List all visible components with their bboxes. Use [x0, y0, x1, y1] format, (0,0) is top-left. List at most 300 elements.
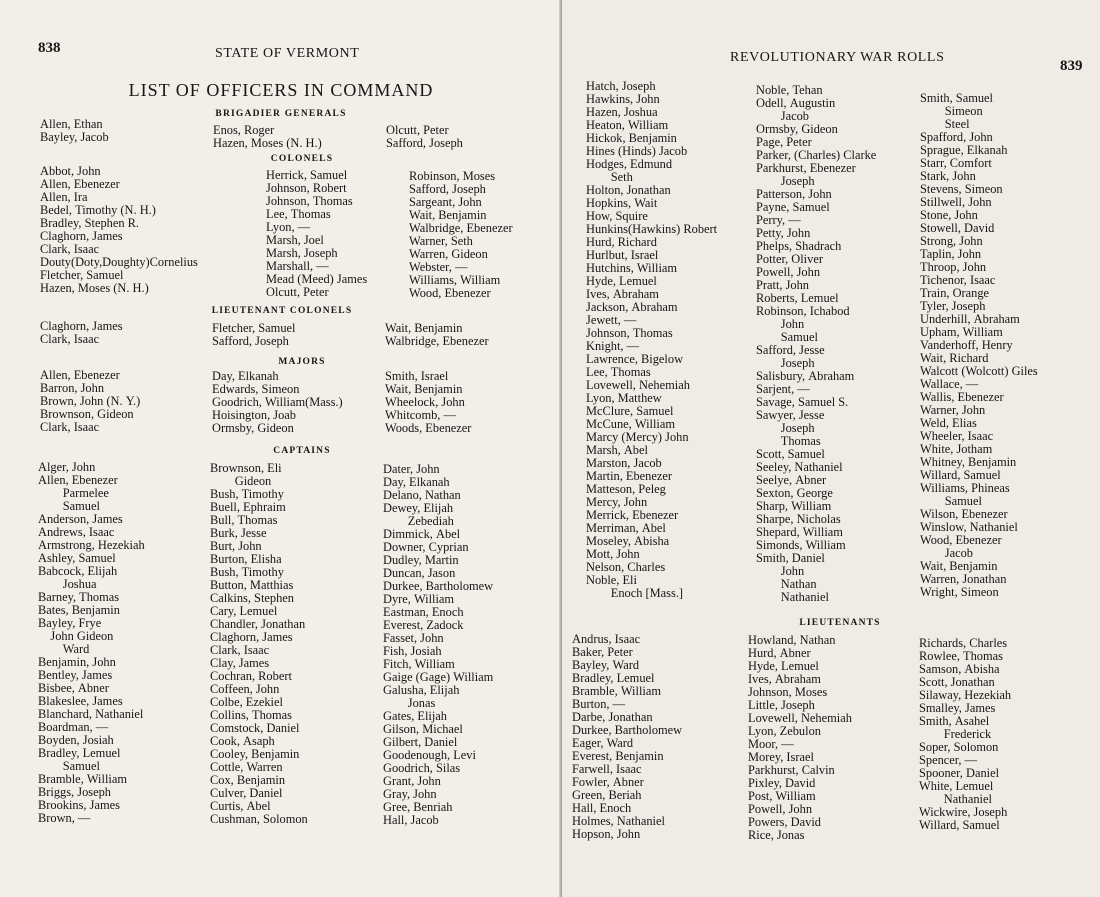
- officer-name: Allen, Ebenezer: [40, 368, 120, 382]
- officer-name: Savage, Samuel S.: [756, 395, 849, 409]
- officer-name: Blanchard, Nathaniel: [38, 707, 144, 721]
- officer-name: Hoisington, Joab: [212, 408, 296, 422]
- officer-name: Grant, John: [383, 774, 441, 788]
- officer-name: Allen, Ira: [40, 190, 88, 204]
- officer-name: Hunkins(Hawkins) Robert: [586, 222, 718, 236]
- officer-name: Morey, Israel: [748, 750, 814, 764]
- officer-name: Armstrong, Hezekiah: [38, 538, 145, 552]
- officer-name: Roberts, Lemuel: [756, 291, 839, 305]
- officer-name: Brownson, Gideon: [40, 407, 134, 421]
- officer-name: Matteson, Peleg: [586, 482, 666, 496]
- officer-name: Williams, William: [409, 273, 501, 287]
- officer-name: Wright, Simeon: [920, 585, 999, 599]
- officer-name: Marsh, Joel: [266, 233, 324, 247]
- officer-name: Cochran, Robert: [210, 669, 292, 683]
- officer-name: Gray, John: [383, 787, 437, 801]
- officer-name: Silaway, Hezekiah: [919, 688, 1012, 702]
- officer-name: John: [756, 564, 805, 578]
- officer-name: Hurlbut, Israel: [586, 248, 659, 262]
- officer-name: John Gideon: [38, 629, 114, 643]
- officer-name: Anderson, James: [38, 512, 123, 526]
- officer-name: Chandler, Jonathan: [210, 617, 306, 631]
- officer-name: Hickok, Benjamin: [586, 131, 677, 145]
- officer-name: Curtis, Abel: [210, 799, 271, 813]
- officer-name: Upham, William: [920, 325, 1003, 339]
- officer-name: Claghorn, James: [40, 319, 123, 333]
- name-column: [385, 370, 471, 435]
- officer-name: Alger, John: [38, 460, 96, 474]
- officer-name: Payne, Samuel: [756, 200, 830, 214]
- officer-name: Bayley, Frye: [38, 616, 102, 630]
- officer-name: Mead (Meed) James: [266, 272, 368, 286]
- name-column: [213, 124, 322, 150]
- officer-name: Babcock, Elijah: [38, 564, 118, 578]
- officer-name: Bush, Timothy: [210, 487, 284, 501]
- officer-name: Olcutt, Peter: [386, 123, 449, 137]
- officer-name: Bentley, James: [38, 668, 113, 682]
- officer-name: Joshua: [38, 577, 97, 591]
- officer-name: Claghorn, James: [210, 630, 293, 644]
- section-heading: LIEUTENANT COLONELS: [211, 306, 353, 316]
- officer-name: Soper, Solomon: [919, 740, 999, 754]
- officer-name: Nelson, Charles: [586, 560, 666, 574]
- officer-name: Dewey, Elijah: [383, 501, 454, 515]
- name-column: [409, 170, 513, 300]
- officer-name: Cary, Lemuel: [210, 604, 278, 618]
- officer-name: Powers, David: [748, 815, 821, 829]
- officer-name: Tyler, Joseph: [920, 299, 986, 313]
- name-column: [38, 461, 145, 825]
- officer-name: Bramble, William: [38, 772, 127, 786]
- officer-name: Burton, —: [572, 697, 626, 711]
- officer-name: Train, Orange: [920, 286, 990, 300]
- officer-name: Brown, John (N. Y.): [40, 394, 141, 408]
- officer-name: Everest, Benjamin: [572, 749, 664, 763]
- officer-name: Seth: [586, 170, 633, 184]
- officer-name: Lee, Thomas: [586, 365, 651, 379]
- officer-name: Willard, Samuel: [919, 818, 1000, 832]
- officer-name: Marcy (Mercy) John: [586, 430, 689, 444]
- name-column: [748, 634, 852, 842]
- officer-name: Boardman, —: [38, 720, 109, 734]
- officer-name: Samuel: [756, 330, 818, 344]
- name-column: [212, 370, 343, 435]
- officer-name: Strong, John: [920, 234, 983, 248]
- officer-name: Gates, Elijah: [383, 709, 447, 723]
- officer-name: Martin, Ebenezer: [586, 469, 673, 483]
- officer-name: Edwards, Simeon: [212, 382, 300, 396]
- officer-name: Goodrich, Silas: [383, 761, 461, 775]
- officer-name: Jewett, —: [586, 313, 637, 327]
- officer-name: Sprague, Elkanah: [920, 143, 1008, 157]
- name-column: [40, 369, 140, 434]
- officer-name: Woods, Ebenezer: [385, 421, 472, 435]
- officer-name: Ives, Abraham: [586, 287, 659, 301]
- officer-name: Colbe, Ezekiel: [210, 695, 283, 709]
- officer-name: Thomas: [756, 434, 821, 448]
- officer-name: Webster, —: [409, 260, 468, 274]
- officer-name: Hall, Enoch: [572, 801, 632, 815]
- officer-name: Hurd, Richard: [586, 235, 657, 249]
- name-column: [266, 169, 367, 299]
- name-column: [756, 84, 876, 604]
- officer-name: Brownson, Eli: [210, 461, 282, 475]
- officer-name: Knight, —: [586, 339, 640, 353]
- officer-name: Dater, John: [383, 462, 440, 476]
- officer-name: Marsh, Joseph: [266, 246, 338, 260]
- officer-name: Joseph: [756, 174, 815, 188]
- officer-name: Jacob: [756, 109, 809, 123]
- officer-name: Clark, Isaac: [40, 420, 100, 434]
- officer-name: Steel: [920, 117, 970, 131]
- officer-name: Hazen, Moses (N. H.): [213, 136, 322, 150]
- officer-name: Fletcher, Samuel: [40, 268, 124, 282]
- officer-name: Baker, Peter: [572, 645, 633, 659]
- officer-name: Warren, Jonathan: [920, 572, 1007, 586]
- officer-name: Samuel: [920, 494, 982, 508]
- officer-name: Williams, Phineas: [920, 481, 1010, 495]
- officer-name: Green, Beriah: [572, 788, 642, 802]
- officer-name: Smith, Daniel: [756, 551, 825, 565]
- officer-name: Wait, Benjamin: [409, 208, 487, 222]
- officer-name: Warner, John: [920, 403, 986, 417]
- officer-name: Fletcher, Samuel: [212, 321, 296, 335]
- section-heading: MAJORS: [278, 357, 326, 367]
- officer-name: Robinson, Ichabod: [756, 304, 850, 318]
- officer-name: Patterson, John: [756, 187, 832, 201]
- officer-name: Ashley, Samuel: [38, 551, 116, 565]
- officer-name: Barron, John: [40, 381, 105, 395]
- officer-name: Stark, John: [920, 169, 976, 183]
- officer-name: Gree, Benriah: [383, 800, 453, 814]
- officer-name: Parker, (Charles) Clarke: [756, 148, 877, 162]
- officer-name: Safford, Jesse: [756, 343, 825, 357]
- officer-name: Dudley, Martin: [383, 553, 459, 567]
- officer-name: Wallis, Ebenezer: [920, 390, 1004, 404]
- officer-name: Goodenough, Levi: [383, 748, 476, 762]
- officer-name: Hodges, Edmund: [586, 157, 673, 171]
- officer-name: Coffeen, John: [210, 682, 280, 696]
- officer-name: Lyon, Zebulon: [748, 724, 821, 738]
- officer-name: Heaton, William: [586, 118, 669, 132]
- page-number: 839: [1060, 58, 1083, 74]
- officer-name: Ormsby, Gideon: [756, 122, 838, 136]
- officer-name: Hawkins, John: [586, 92, 660, 106]
- officer-name: Gideon: [210, 474, 272, 488]
- officer-name: Shepard, William: [756, 525, 843, 539]
- officer-name: Stowell, David: [920, 221, 995, 235]
- officer-name: Walcott (Wolcott) Giles: [920, 364, 1038, 378]
- officer-name: Winslow, Nathaniel: [920, 520, 1018, 534]
- officer-name: Hazen, Moses (N. H.): [40, 281, 149, 295]
- officer-name: Simeon: [920, 104, 983, 118]
- officer-name: Walbridge, Ebenezer: [385, 334, 489, 348]
- officer-name: Goodrich, William(Mass.): [212, 395, 343, 409]
- officer-name: Parkhurst, Ebenezer: [756, 161, 856, 175]
- section-heading: CAPTAINS: [273, 446, 331, 456]
- name-column: [386, 124, 463, 150]
- officer-name: Nathaniel: [756, 590, 829, 604]
- officer-name: Sharp, William: [756, 499, 832, 513]
- officer-name: Smith, Samuel: [920, 91, 993, 105]
- name-column: [919, 637, 1011, 832]
- officer-name: Gilson, Michael: [383, 722, 463, 736]
- officer-name: Douty(Doty,Doughty)Cornelius: [40, 255, 198, 269]
- officer-name: Scott, Samuel: [756, 447, 825, 461]
- officer-name: Stone, John: [920, 208, 978, 222]
- officer-name: Jacob: [920, 546, 973, 560]
- officer-name: Durkee, Bartholomew: [383, 579, 494, 593]
- officer-name: Joseph: [756, 356, 815, 370]
- officer-name: Whitcomb, —: [385, 408, 456, 422]
- officer-name: John: [756, 317, 805, 331]
- officer-name: Hopson, John: [572, 827, 641, 841]
- officer-name: Robinson, Moses: [409, 169, 496, 183]
- officer-name: Hutchins, William: [586, 261, 678, 275]
- officer-name: Little, Joseph: [748, 698, 815, 712]
- officer-name: Frederick: [919, 727, 992, 741]
- officer-name: Hatch, Joseph: [586, 79, 656, 93]
- officer-name: Fasset, John: [383, 631, 444, 645]
- section-heading: COLONELS: [270, 154, 334, 164]
- officer-name: Phelps, Shadrach: [756, 239, 842, 253]
- officer-name: Wheelock, John: [385, 395, 465, 409]
- officer-name: Comstock, Daniel: [210, 721, 300, 735]
- officer-name: Downer, Cyprian: [383, 540, 469, 554]
- officer-name: Powell, John: [748, 802, 813, 816]
- name-column: [385, 322, 489, 348]
- officer-name: Buell, Ephraim: [210, 500, 286, 514]
- officer-name: Cottle, Warren: [210, 760, 283, 774]
- name-column: [210, 462, 308, 826]
- officer-name: Durkee, Bartholomew: [572, 723, 683, 737]
- officer-name: Bradley, Lemuel: [572, 671, 655, 685]
- officer-name: Day, Elkanah: [383, 475, 450, 489]
- officer-name: Bates, Benjamin: [38, 603, 120, 617]
- officer-name: Jackson, Abraham: [586, 300, 678, 314]
- officer-name: Willard, Samuel: [920, 468, 1001, 482]
- officer-name: Abbot, John: [40, 164, 101, 178]
- officer-name: Allen, Ebenezer: [38, 473, 118, 487]
- officer-name: Merrick, Ebenezer: [586, 508, 679, 522]
- officer-name: Wait, Benjamin: [920, 559, 998, 573]
- page-number: 838: [38, 40, 61, 56]
- officer-name: Underhill, Abraham: [920, 312, 1020, 326]
- officer-name: Seelye, Abner: [756, 473, 827, 487]
- officer-name: Olcutt, Peter: [266, 285, 329, 299]
- officer-name: Herrick, Samuel: [266, 168, 348, 182]
- officer-name: Allen, Ebenezer: [40, 177, 120, 191]
- officer-name: Dyre, William: [383, 592, 455, 606]
- officer-name: Cushman, Solomon: [210, 812, 308, 826]
- officer-name: Calkins, Stephen: [210, 591, 294, 605]
- officer-name: White, Jotham: [920, 442, 993, 456]
- officer-name: Clay, James: [210, 656, 270, 670]
- officer-name: Lovewell, Nehemiah: [586, 378, 690, 392]
- officer-name: Petty, John: [756, 226, 811, 240]
- officer-name: Clark, Isaac: [210, 643, 270, 657]
- officer-name: Nathaniel: [919, 792, 992, 806]
- name-column: [383, 463, 493, 827]
- officer-name: Wait, Benjamin: [385, 382, 463, 396]
- officer-name: Clark, Isaac: [40, 242, 100, 256]
- officer-name: Lyon, —: [266, 220, 311, 234]
- officer-name: Johnson, Moses: [748, 685, 828, 699]
- officer-name: Starr, Comfort: [920, 156, 992, 170]
- officer-name: Stillwell, John: [920, 195, 992, 209]
- officer-name: Cox, Benjamin: [210, 773, 286, 787]
- officer-name: Noble, Tehan: [756, 83, 823, 97]
- right-page: [562, 0, 1100, 897]
- officer-name: Sharpe, Nicholas: [756, 512, 841, 526]
- officer-name: Fish, Josiah: [383, 644, 442, 658]
- officer-name: Brookins, James: [38, 798, 120, 812]
- officer-name: Powell, John: [756, 265, 821, 279]
- officer-name: Merriman, Abel: [586, 521, 666, 535]
- officer-name: Galusha, Elijah: [383, 683, 460, 697]
- officer-name: Wickwire, Joseph: [919, 805, 1008, 819]
- officer-name: Culver, Daniel: [210, 786, 283, 800]
- officer-name: Page, Peter: [756, 135, 812, 149]
- officer-name: Odell, Augustin: [756, 96, 836, 110]
- officer-name: How, Squire: [586, 209, 648, 223]
- officer-name: Vanderhoff, Henry: [920, 338, 1013, 352]
- officer-name: Potter, Oliver: [756, 252, 823, 266]
- officer-name: Fowler, Abner: [572, 775, 644, 789]
- officer-name: Cook, Asaph: [210, 734, 275, 748]
- officer-name: Button, Matthias: [210, 578, 294, 592]
- officer-name: Walbridge, Ebenezer: [409, 221, 513, 235]
- officer-name: Andrews, Isaac: [38, 525, 115, 539]
- officer-name: Burt, John: [210, 539, 262, 553]
- officer-name: Rowlee, Thomas: [919, 649, 1003, 663]
- officer-name: Safford, Joseph: [409, 182, 486, 196]
- officer-name: Mercy, John: [586, 495, 648, 509]
- name-column: [40, 320, 123, 346]
- officer-name: Ormsby, Gideon: [212, 421, 294, 435]
- officer-name: Wheeler, Isaac: [920, 429, 994, 443]
- section-heading: BRIGADIER GENERALS: [215, 109, 347, 119]
- officer-name: Joseph: [756, 421, 815, 435]
- officer-name: Wood, Ebenezer: [409, 286, 491, 300]
- name-column: [920, 92, 1038, 599]
- name-column: [212, 322, 295, 348]
- officer-name: Richards, Charles: [919, 636, 1008, 650]
- officer-name: White, Lemuel: [919, 779, 994, 793]
- officer-name: Spafford, John: [920, 130, 993, 144]
- officer-name: Brown, —: [38, 811, 91, 825]
- officer-name: Hopkins, Wait: [586, 196, 658, 210]
- officer-name: Marshall, —: [266, 259, 329, 273]
- officer-name: Sexton, George: [756, 486, 833, 500]
- officer-name: Sargeant, John: [409, 195, 482, 209]
- officer-name: Howland, Nathan: [748, 633, 836, 647]
- officer-name: Holton, Jonathan: [586, 183, 671, 197]
- officer-name: Wood, Ebenezer: [920, 533, 1002, 547]
- officer-name: Spencer, —: [919, 753, 977, 767]
- officer-name: Marston, Jacob: [586, 456, 662, 470]
- officer-name: Bull, Thomas: [210, 513, 278, 527]
- officer-name: Bramble, William: [572, 684, 661, 698]
- officer-name: Smith, Asahel: [919, 714, 990, 728]
- running-head: REVOLUTIONARY WAR ROLLS: [730, 50, 945, 65]
- officer-name: Lyon, Matthew: [586, 391, 662, 405]
- running-head: STATE OF VERMONT: [215, 46, 360, 61]
- officer-name: Collins, Thomas: [210, 708, 292, 722]
- list-title: LIST OF OFFICERS IN COMMAND: [128, 80, 434, 100]
- name-column: [572, 633, 682, 841]
- officer-name: Throop, John: [920, 260, 987, 274]
- officer-name: Seeley, Nathaniel: [756, 460, 843, 474]
- officer-name: Gilbert, Daniel: [383, 735, 458, 749]
- officer-name: Blakeslee, James: [38, 694, 123, 708]
- officer-name: Bayley, Ward: [572, 658, 640, 672]
- name-column: [586, 80, 717, 600]
- officer-name: Hyde, Lemuel: [586, 274, 657, 288]
- officer-name: Holmes, Nathaniel: [572, 814, 665, 828]
- section-heading: LIEUTENANTS: [799, 618, 881, 628]
- officer-name: Warner, Seth: [409, 234, 473, 248]
- officer-name: Johnson, Thomas: [586, 326, 673, 340]
- officer-name: Eager, Ward: [572, 736, 634, 750]
- officer-name: Nathan: [756, 577, 817, 591]
- officer-name: Wait, Benjamin: [385, 321, 463, 335]
- officer-name: Safford, Joseph: [212, 334, 289, 348]
- officer-name: Johnson, Robert: [266, 181, 347, 195]
- officer-name: Clark, Isaac: [40, 332, 100, 346]
- officer-name: Noble, Eli: [586, 573, 637, 587]
- officer-name: Farwell, Isaac: [572, 762, 642, 776]
- officer-name: Pixley, David: [748, 776, 816, 790]
- officer-name: Burton, Elisha: [210, 552, 282, 566]
- officer-name: Everest, Zadock: [383, 618, 464, 632]
- officer-name: Taplin, John: [920, 247, 982, 261]
- officer-name: Bedel, Timothy (N. H.): [40, 203, 156, 217]
- officer-name: Mott, John: [586, 547, 640, 561]
- officer-name: Boyden, Josiah: [38, 733, 114, 747]
- officer-name: Bradley, Lemuel: [38, 746, 121, 760]
- officer-name: Benjamin, John: [38, 655, 116, 669]
- officer-name: Claghorn, James: [40, 229, 123, 243]
- officer-name: Marsh, Abel: [586, 443, 648, 457]
- officer-name: Johnson, Thomas: [266, 194, 353, 208]
- officer-name: Smith, Israel: [385, 369, 449, 383]
- officer-name: Moseley, Abisha: [586, 534, 670, 548]
- officer-name: Scott, Jonathan: [919, 675, 995, 689]
- officer-name: Lovewell, Nehemiah: [748, 711, 852, 725]
- officer-name: Tichenor, Isaac: [920, 273, 996, 287]
- officer-name: Duncan, Jason: [383, 566, 456, 580]
- officer-name: Ives, Abraham: [748, 672, 821, 686]
- officer-name: Darbe, Jonathan: [572, 710, 653, 724]
- officer-name: Lawrence, Bigelow: [586, 352, 684, 366]
- officer-name: Day, Elkanah: [212, 369, 279, 383]
- officer-name: McClure, Samuel: [586, 404, 674, 418]
- officer-name: Barney, Thomas: [38, 590, 120, 604]
- name-column: [40, 118, 109, 144]
- officer-name: Salisbury, Abraham: [756, 369, 855, 383]
- officer-name: Hurd, Abner: [748, 646, 811, 660]
- officer-name: Rice, Jonas: [748, 828, 805, 842]
- officer-name: Sawyer, Jesse: [756, 408, 825, 422]
- officer-name: Samson, Abisha: [919, 662, 1000, 676]
- officer-name: Smalley, James: [919, 701, 996, 715]
- officer-name: Bisbee, Abner: [38, 681, 109, 695]
- officer-name: Warren, Gideon: [409, 247, 488, 261]
- officer-name: Weld, Elias: [920, 416, 977, 430]
- officer-name: Jonas: [383, 696, 436, 710]
- officer-name: Stevens, Simeon: [920, 182, 1003, 196]
